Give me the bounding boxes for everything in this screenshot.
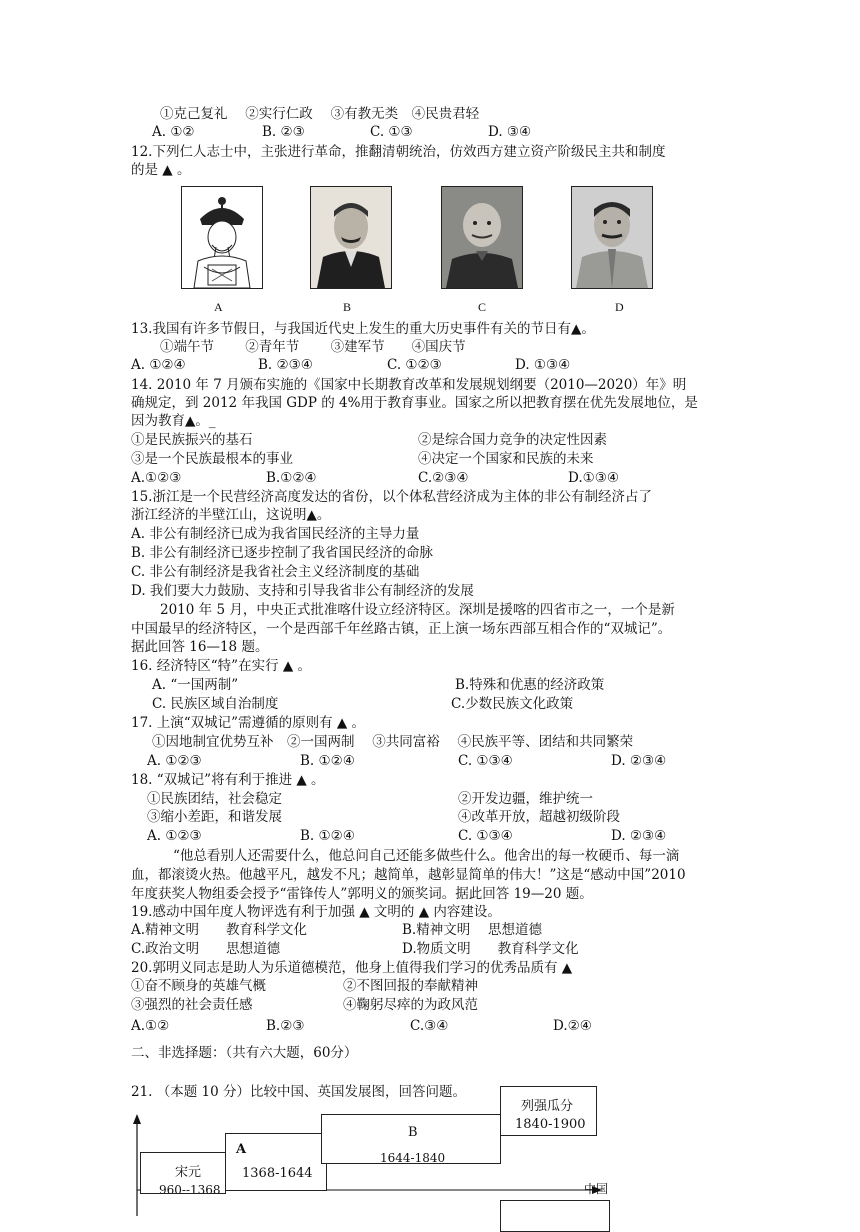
- q13-option-c: C. ①②③: [387, 357, 442, 373]
- timeline-box-britain-partial: [500, 1200, 610, 1232]
- q20-option-a: A.①②: [131, 1018, 170, 1034]
- q17-items: ①因地制宜优势互补 ②一国两制 ③共同富裕 ④民族平等、团结和共同繁荣: [152, 734, 634, 750]
- q15-option-b: B. 非公有制经济已逐步控制了我省国民经济的命脉: [131, 545, 434, 561]
- q13-option-a: A. ①②④: [131, 357, 186, 373]
- q18-item-3: ③缩小差距，和谐发展: [147, 809, 282, 825]
- box-a-years: 1368-1644: [242, 1166, 313, 1181]
- axis-label-china: 中国: [584, 1182, 609, 1196]
- box-partition-title: 列强瓜分: [521, 1099, 574, 1114]
- q11-items: ①克己复礼 ②实行仁政 ③有教无类 ④民贵君轻: [160, 106, 480, 122]
- q20-item-2: ②不图回报的奉献精神: [343, 978, 478, 994]
- q16-option-b: B.特殊和优惠的经济政策: [455, 677, 605, 693]
- q12-stem-line2: 的是 ▲ 。: [131, 162, 191, 178]
- q16-option-d: C.少数民族文化政策: [451, 696, 574, 712]
- q14-option-b: B.①②④: [266, 470, 317, 486]
- q15-option-a: A. 非公有制经济已成为我省国民经济的主导力量: [131, 526, 420, 542]
- q18-item-2: ②开发边疆，维护统一: [458, 791, 593, 807]
- q18-item-1: ①民族团结，社会稳定: [147, 791, 282, 807]
- passage2-line3: 年度获奖人物组委会授予“雷锋传人”郭明义的颁奖词。据此回答 19—20 题。: [131, 886, 593, 902]
- q11-option-b: B. ②③: [262, 124, 305, 140]
- q19-option-c: C.政治文明 思想道德: [131, 941, 281, 957]
- q20-item-3: ③强烈的社会责任感: [131, 997, 253, 1013]
- q21-stem: 21. （本题 10 分）比较中国、英国发展图，回答问题。: [131, 1084, 467, 1100]
- q17-stem: 17. 上演“双城记”需遵循的原则有 ▲ 。: [131, 715, 366, 731]
- q14-stem-line1: 14. 2010 年 7 月颁布实施的《国家中长期教育改革和发展规划纲要（2010—2020）年》明: [131, 377, 687, 393]
- timeline-box-a: [225, 1133, 327, 1191]
- q14-item-4: ④决定一个国家和民族的未来: [418, 451, 594, 467]
- q18-option-d: D. ②③④: [611, 828, 667, 844]
- q11-option-a: A. ①②: [152, 124, 195, 140]
- q15-stem-line2: 浙江经济的半壁江山，这说明▲。: [131, 507, 331, 523]
- q20-option-c: C.③④: [410, 1018, 449, 1034]
- box-b-years: 1644-1840: [380, 1151, 446, 1162]
- q17-option-c: C. ①③④: [458, 753, 513, 769]
- q13-option-b: B. ②③④: [258, 357, 313, 373]
- portrait-label-c: C: [478, 300, 487, 314]
- q18-option-a: A. ①②③: [147, 828, 202, 844]
- passage2-line2: 血，都滚烫火热。他越平凡，越发不凡；越简单，越彰显简单的伟大！”这是“感动中国”2010: [131, 867, 686, 883]
- q14-stem-line2: 确规定，到 2012 年我国 GDP 的 4%用于教育事业。国家之所以把教育摆在优先发展地位，是: [131, 395, 698, 411]
- q16-option-c: C. 民族区域自治制度: [152, 696, 279, 712]
- q18-option-c: C. ①③④: [458, 828, 513, 844]
- q13-stem: 13.我国有许多节假日，与我国近代史上发生的重大历史事件有关的节日有▲。: [131, 321, 595, 337]
- q16-option-a: A. “一国两制”: [152, 677, 239, 693]
- box-b-title: B: [408, 1125, 418, 1140]
- q20-stem: 20.郭明义同志是助人为乐道德模范，他身上值得我们学习的优秀品质有 ▲: [131, 960, 573, 976]
- q18-stem: 18. “双城记”将有利于推进 ▲ 。: [131, 772, 325, 788]
- portrait-label-a: A: [214, 300, 223, 314]
- box-a-title: A: [236, 1142, 247, 1157]
- q12-stem-line1: 12.下列仁人志士中，主张进行革命，推翻清朝统治，仿效西方建立资产阶级民主共和制度: [131, 144, 666, 160]
- q11-option-d: D. ③④: [488, 124, 532, 140]
- q14-option-c: C.②③④: [418, 470, 469, 486]
- q11-option-c: C. ①③: [370, 124, 413, 140]
- box-song-yuan-years: 960--1368: [159, 1183, 221, 1193]
- q17-option-b: B. ①②④: [300, 753, 355, 769]
- q17-option-a: A. ①②③: [147, 753, 202, 769]
- q19-stem: 19.感动中国年度人物评选有利于加强 ▲ 文明的 ▲ 内容建设。: [131, 904, 501, 920]
- q20-item-1: ①奋不顾身的英雄气概: [131, 978, 266, 994]
- portrait-label-b: B: [343, 300, 352, 314]
- q14-item-3: ③是一个民族最根本的事业: [131, 451, 293, 467]
- q20-item-4: ④鞠躬尽瘁的为政风范: [343, 997, 478, 1013]
- q20-option-b: B.②③: [266, 1018, 305, 1034]
- box-partition-years: 1840-1900: [515, 1117, 586, 1132]
- q13-option-d: D. ①③④: [515, 357, 571, 373]
- q20-option-d: D.②④: [553, 1018, 592, 1034]
- passage2-line1: “他总看别人还需要什么，他总问自己还能多做些什么。他舍出的每一枚硬币、每一滴: [173, 848, 680, 864]
- q14-item-1: ①是民族振兴的基石: [131, 432, 253, 448]
- timeline-box-partition: [500, 1086, 597, 1136]
- q18-option-b: B. ①②④: [300, 828, 355, 844]
- q15-option-c: C. 非公有制经济是我省社会主义经济制度的基础: [131, 564, 420, 580]
- timeline-box-b: [321, 1114, 501, 1164]
- q15-option-d: D. 我们要大力鼓励、支持和引导我省非公有制经济的发展: [131, 583, 474, 599]
- passage1-line2: 中国最早的经济特区，一个是西部千年丝路古镇，正上演一场东西部互相合作的“双城记”。: [131, 621, 672, 637]
- timeline-box-song-yuan: [140, 1152, 226, 1194]
- q15-stem-line1: 15.浙江是一个民营经济高度发达的省份，以个体私营经济成为主体的非公有制经济占了: [131, 489, 652, 505]
- portrait-label-d: D: [615, 300, 624, 314]
- q19-option-b: B.精神文明 思想道德: [402, 922, 543, 938]
- q14-option-d: D.①③④: [568, 470, 619, 486]
- q14-option-a: A.①②③: [131, 470, 182, 486]
- passage1-line3: 据此回答 16—18 题。: [131, 639, 269, 655]
- section2-title: 二、非选择题：（共有六大题，60分）: [131, 1045, 358, 1061]
- passage1-line1: 2010 年 5 月，中央正式批准喀什设立经济特区。深圳是援喀的四省市之一，一个是新: [160, 602, 675, 618]
- q18-item-4: ④改革开放，超越初级阶段: [458, 809, 620, 825]
- q16-stem: 16. 经济特区“特”在实行 ▲ 。: [131, 658, 312, 674]
- q14-item-2: ②是综合国力竞争的决定性因素: [418, 432, 607, 448]
- q19-option-a: A.精神文明 教育科学文化: [131, 922, 308, 938]
- q13-items: ①端午节 ②青年节 ③建军节 ④国庆节: [160, 339, 466, 355]
- q14-stem-line3: 因为教育▲。_: [131, 413, 216, 429]
- q19-option-d: D.物质文明 教育科学文化: [402, 941, 579, 957]
- box-song-yuan-title: 宋元: [175, 1165, 202, 1180]
- q17-option-d: D. ②③④: [611, 753, 667, 769]
